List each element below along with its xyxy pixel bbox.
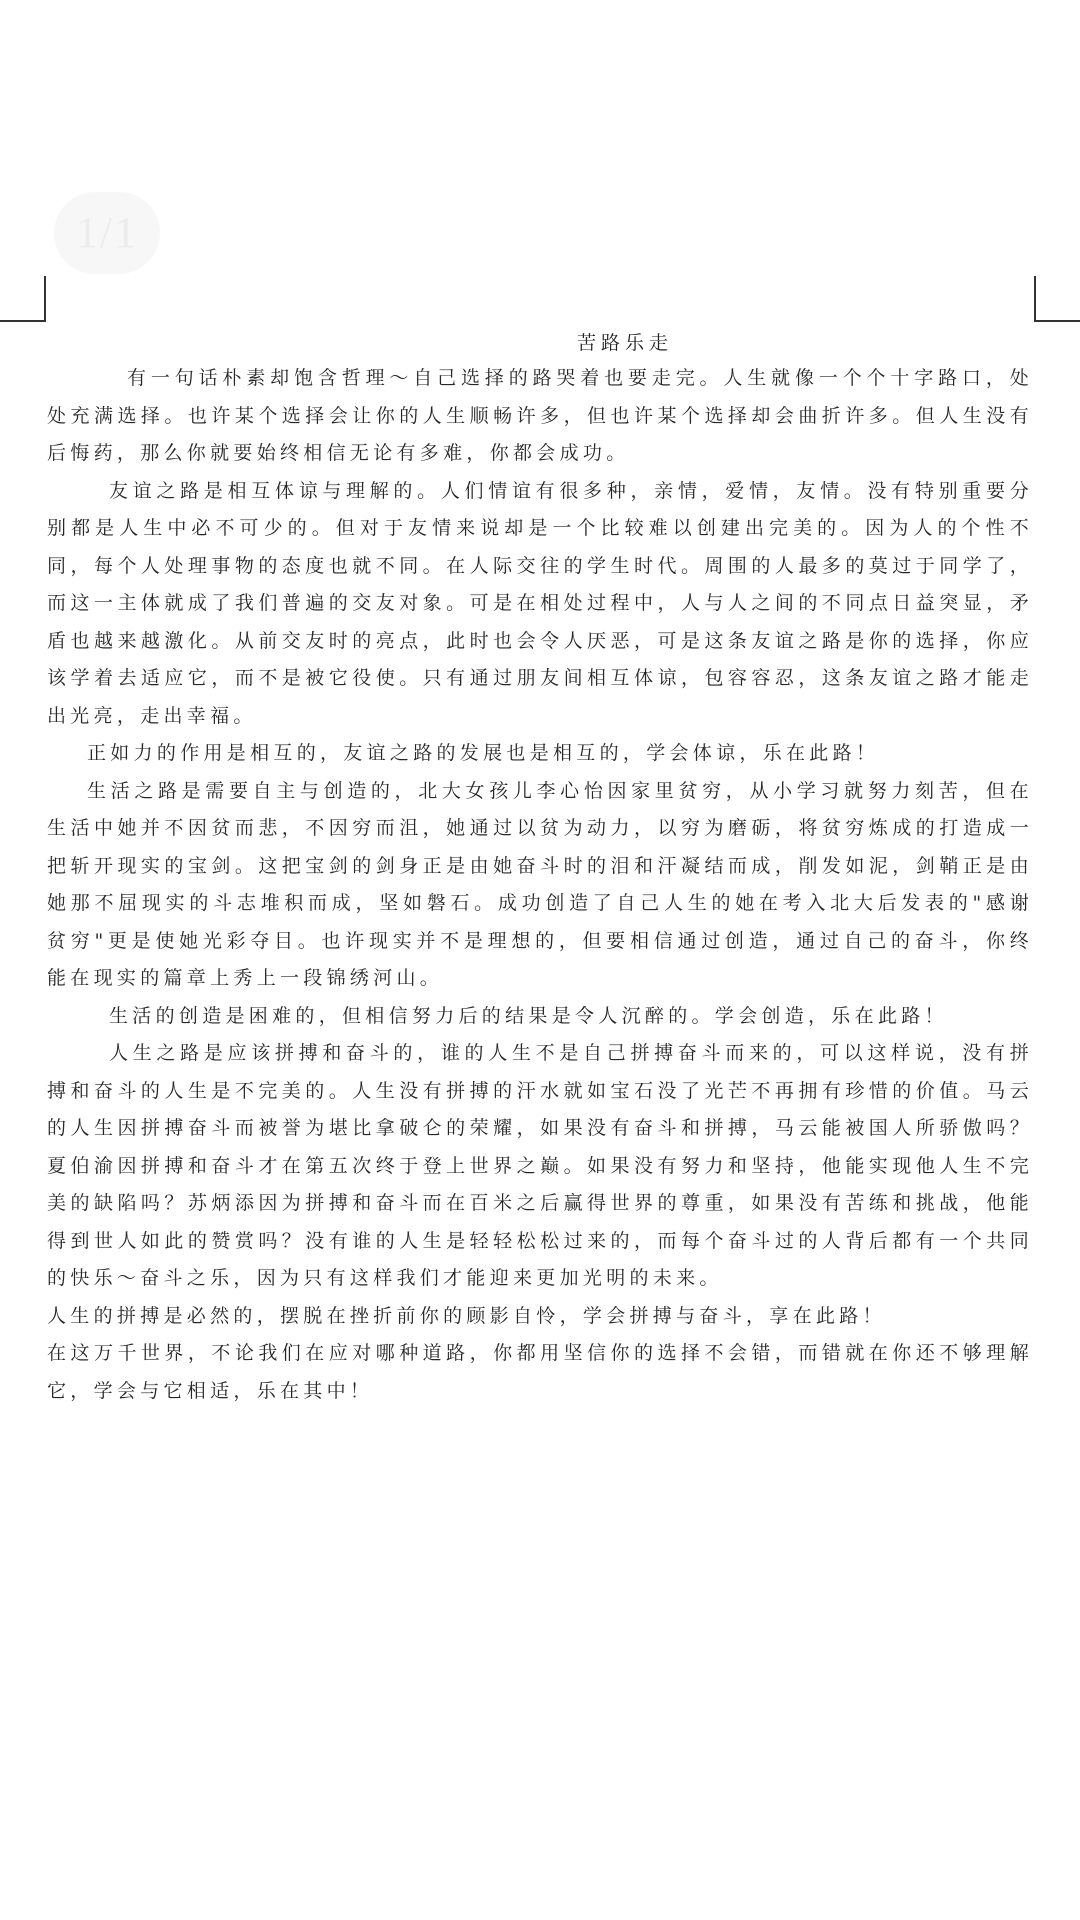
paragraph-struggle: 人生之路是应该拼搏和奋斗的，谁的人生不是自己拼搏奋斗而来的，可以这样说，没有拼搏和奋斗的人生是不完美的。人生没有拼搏的汗水就如宝石没了光芒不再拥有珍惜的价值。马云的人生因拼搏奋斗而被誉为堪比拿破仑的荣耀，如果没有奋斗和拼搏，马云能被国人所骄傲吗？夏伯渝因拼搏和奋斗才在第五次终于登上世界之巅。如果没有努力和坚持，他能实现他人生不完美的缺陷吗？苏炳添因为拼搏和奋斗而在百米之后赢得世界的尊重，如果没有苦练和挑战，他能得到世人如此的赞赏吗？没有谁的人生是轻轻松松过来的，而每个奋斗过的人背后都有一个共同的快乐～奋斗之乐，因为只有这样我们才能迎来更加光明的未来。 — [47, 1042, 1033, 1289]
paragraph-friendship-summary: 正如力的作用是相互的，友谊之路的发展也是相互的，学会体谅，乐在此路！ — [87, 742, 880, 764]
paragraph-life-creation: 生活之路是需要自主与创造的，北大女孩儿李心怡因家里贫穷，从小学习就努力刻苦，但在生活中她并不因贫而悲，不因穷而沮，她通过以贫为动力，以穷为磨砺，将贫穷炼成的打造成一把斩开现实的宝剑。这把宝剑的剑身正是由她奋斗时的泪和汗凝结而成，削发如泥，剑鞘正是由她那不屈现实的斗志堆积而成，坚如磐石。成功创造了自己人生的她在考入北大后发表的"感谢贫穷"更是使她光彩夺目。也许现实并不是理想的，但要相信通过创造，通过自己的奋斗，你终能在现实的篇章上秀上一段锦绣河山。 — [47, 779, 1033, 989]
paragraph-friendship: 友谊之路是相互体谅与理解的。人们情谊有很多种，亲情，爱情，友情。没有特别重要分别都是人生中必不可少的。但对于友情来说却是一个比较难以创建出完美的。因为人的个性不同，每个人处理事物的态度也就不同。在人际交往的学生时代。周围的人最多的莫过于同学了，而这一主体就成了我们普遍的交友对象。可是在相处过程中，人与人之间的不同点日益突显，矛盾也越来越激化。从前交友时的亮点，此时也会令人厌恶，可是这条友谊之路是你的选择，你应该学着去适应它，而不是被它役使。只有通过朋友间相互体谅，包容容忍，这条友谊之路才能走出光亮，走出幸福。 — [47, 479, 1033, 727]
page-indicator: 1/1 — [54, 192, 160, 274]
crop-mark-right — [1034, 276, 1080, 322]
document-body — [47, 360, 1033, 1410]
paragraph-creation-summary: 生活的创造是困难的，但相信努力后的结果是令人沉醉的。学会创造，乐在此路！ — [109, 1004, 948, 1027]
paragraph-struggle-summary: 人生的拼搏是必然的，摆脱在挫折前你的顾影自怜，学会拼搏与奋斗，享在此路！ — [47, 1304, 886, 1327]
crop-mark-left — [0, 276, 46, 322]
document-title: 苦路乐走 — [576, 332, 673, 354]
paragraph-intro: 有一句话朴素却饱含哲理～自己选择的路哭着也要走完。人生就像一个个十字路口，处处充满选择。也许某个选择会让你的人生顺畅许多，但也许某个选择却会曲折许多。但人生没有后悔药，那么你就要始终相信无论有多难，你都会成功。 — [47, 367, 1033, 464]
paragraph-conclusion: 在这万千世界，不论我们在应对哪种道路，你都用坚信你的选择不会错，而错就在你还不够理解它，学会与它相适，乐在其中！ — [47, 1342, 1033, 1402]
